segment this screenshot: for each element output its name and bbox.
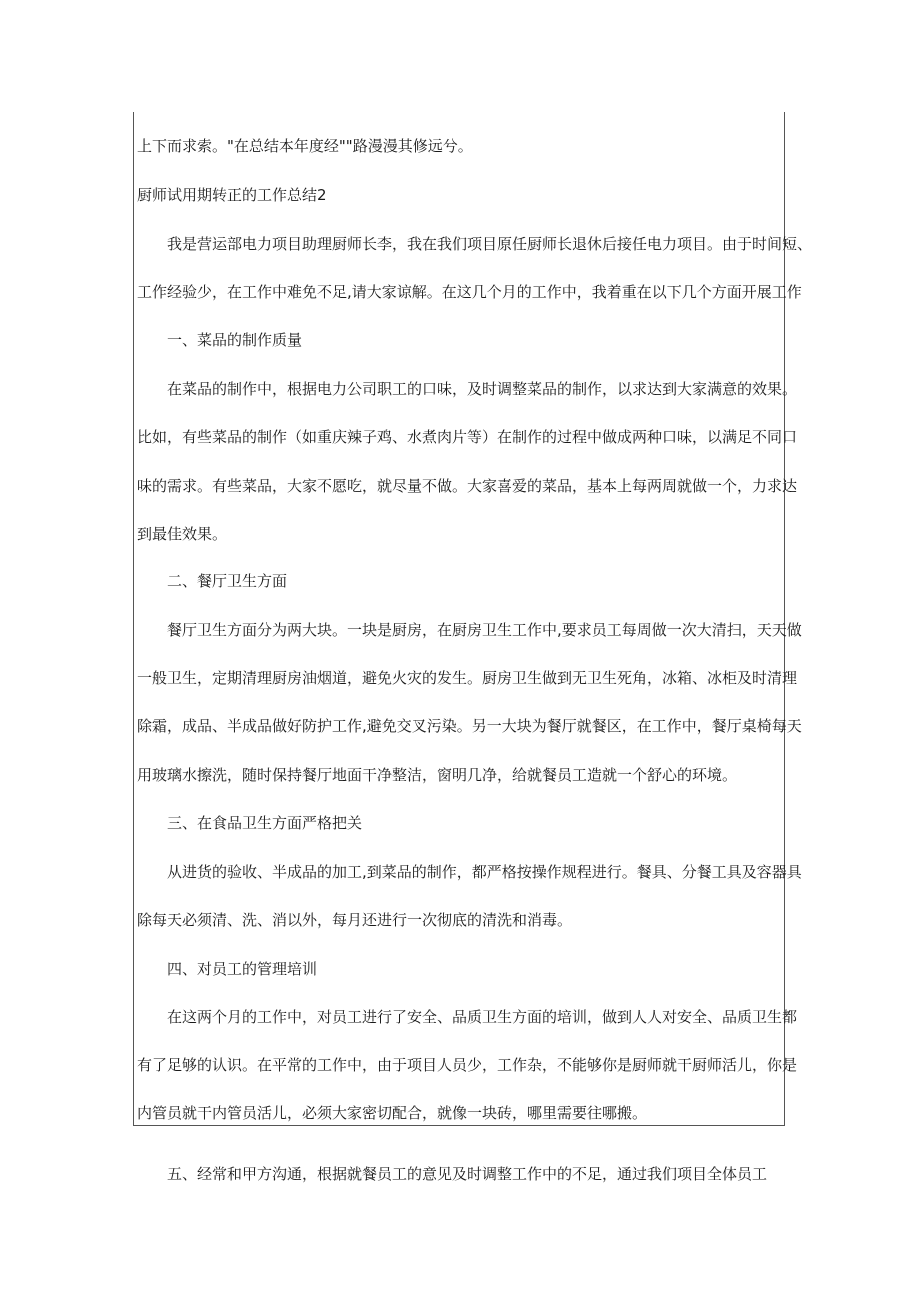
paragraph-line: 在菜品的制作中，根据电力公司职工的口味，及时调整菜品的制作，以求达到大家满意的效果。 <box>167 380 798 398</box>
paragraph-line: 我是营运部电力项目助理厨师长李，我在我们项目原任厨师长退休后接任电力项目。由于时间短、 <box>167 235 813 253</box>
paragraph-line: 味的需求。有些菜品，大家不愿吃，就尽量不做。大家喜爱的菜品，基本上每两周就做一个，力求达 <box>137 477 798 495</box>
paragraph-line: 上下而求索。"在总结本年度经""路漫漫其修远兮。 <box>137 137 473 155</box>
section-heading: 四、对员工的管理培训 <box>167 960 318 978</box>
paragraph-line: 从进货的验收、半成品的加工,到菜品的制作，都严格按操作规程进行。餐具、分餐工具及容器具 <box>167 863 802 881</box>
paragraph-line: 比如，有些菜品的制作（如重庆辣子鸡、水煮肉片等）在制作的过程中做成两种口味，以满足不同口 <box>137 428 798 446</box>
paragraph-line: 内管员就干内管员活儿，必须大家密切配合，就像一块砖，哪里需要往哪搬。 <box>137 1104 648 1122</box>
paragraph-line: 一般卫生，定期清理厨房油烟道，避免火灾的发生。厨房卫生做到无卫生死角，冰箱、冰柜及时清理 <box>137 669 798 687</box>
paragraph-line: 在这两个月的工作中，对员工进行了安全、品质卫生方面的培训，做到人人对安全、品质卫生都 <box>167 1008 798 1026</box>
section-heading: 二、餐厅卫生方面 <box>167 572 288 590</box>
paragraph-line: 到最佳效果。 <box>137 525 228 543</box>
section-heading: 五、经常和甲方沟通，根据就餐员工的意见及时调整工作中的不足，通过我们项目全体员工 <box>167 1165 768 1183</box>
section-heading: 三、在食品卫生方面严格把关 <box>167 814 363 832</box>
paragraph-line: 除霜，成品、半成品做好防护工作,避免交叉污染。另一大块为餐厅就餐区，在工作中，餐厅桌椅每天 <box>137 717 802 735</box>
paragraph-line: 工作经验少，在工作中难免不足,请大家谅解。在这几个月的工作中，我着重在以下几个方面开展工作 <box>137 283 802 301</box>
paragraph-line: 有了足够的认识。在平常的工作中，由于项目人员少，工作杂，不能够你是厨师就干厨师活儿，你是 <box>137 1056 798 1074</box>
paragraph-line: 除每天必须清、洗、消以外，每月还进行一次彻底的清洗和消毒。 <box>137 911 573 929</box>
section-title: 厨师试用期转正的工作总结2 <box>137 186 327 204</box>
paragraph-line: 餐厅卫生方面分为两大块。一块是厨房，在厨房卫生工作中,要求员工每周做一次大清扫，天天做 <box>167 621 802 639</box>
section-heading: 一、菜品的制作质量 <box>167 331 303 349</box>
paragraph-line: 用玻璃水擦洗，随时保持餐厅地面干净整洁，窗明几净，给就餐员工造就一个舒心的环境。 <box>137 766 738 784</box>
